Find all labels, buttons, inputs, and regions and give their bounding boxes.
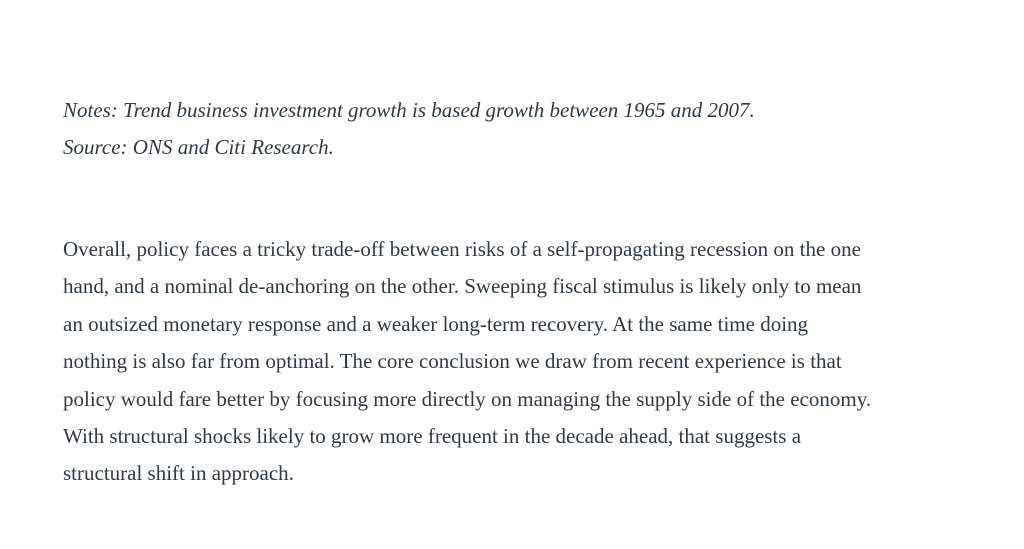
source-line: Source: ONS and Citi Research. [63,135,334,159]
notes-line: Notes: Trend business investment growth is based growth between 1965 and 2007. [63,98,755,122]
paragraph-line: policy would fare better by focusing more directly on managing the supply side of the economy. [63,386,872,411]
body-paragraph [63,231,963,493]
paragraph-line: Overall, policy faces a tricky trade-off between risks of a self-propagating recession on the one [63,237,861,261]
paragraph-line: an outsized monetary response and a weaker long-term recovery. At the same time doing [63,311,809,336]
paragraph-line: nothing is also far from optimal. The core conclusion we draw from recent experience is that [63,349,842,374]
paragraph-line: structural shift in approach. [63,461,294,486]
paragraph-line: With structural shocks likely to grow more frequent in the decade ahead, that suggests a [63,424,802,449]
paragraph-line: hand, and a nominal de-anchoring on the other. Sweeping fiscal stimulus is likely only to mean [63,274,862,299]
chart-notes [63,92,963,166]
